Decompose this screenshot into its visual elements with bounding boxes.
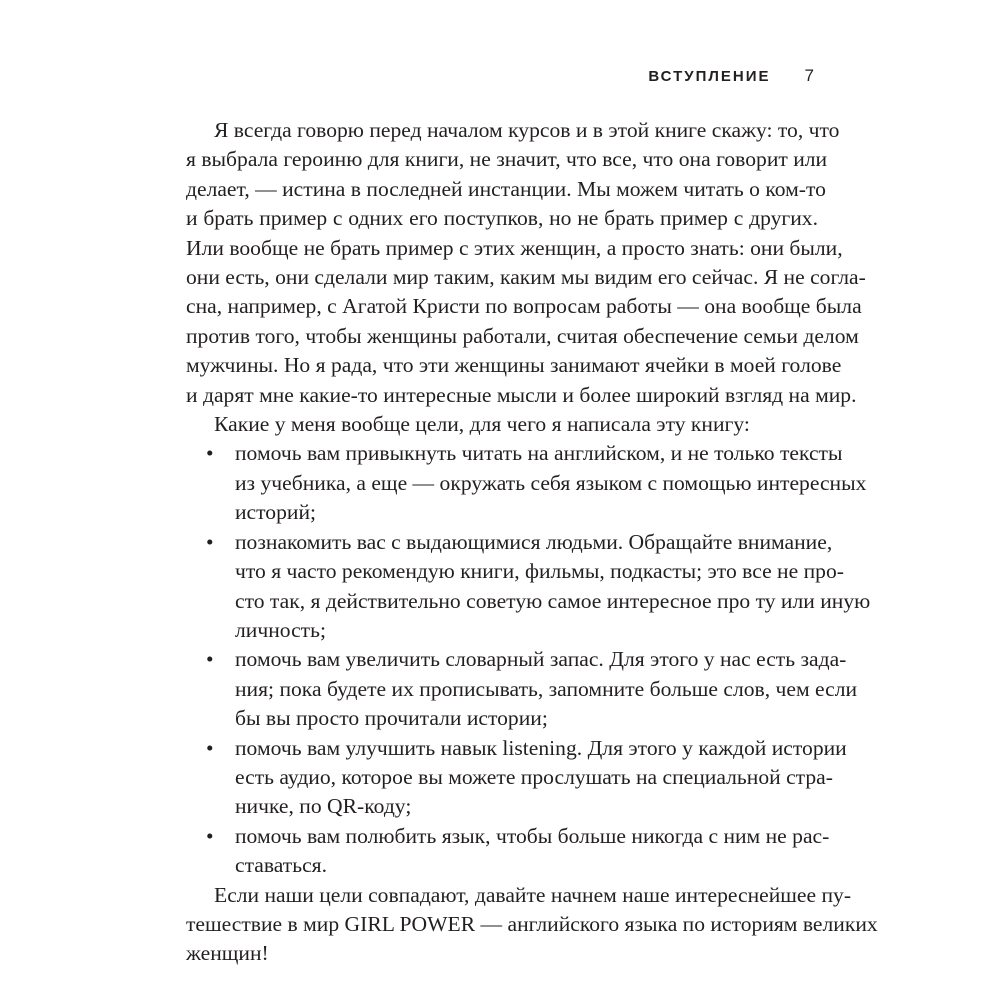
text-line: бы вы просто прочитали истории; xyxy=(235,706,548,731)
text-line: делает, — истина в последней инстанции. Мы можем читать о ком-то xyxy=(186,176,826,201)
text-line: я выбрала героиню для книги, не значит, что все, что она говорит или xyxy=(186,147,828,172)
paragraph-intro xyxy=(186,116,866,410)
paragraph-goals-intro xyxy=(186,410,818,439)
text-line: против того, чтобы женщины работали, считая обеспечение семьи делом xyxy=(186,323,859,348)
text-line: ния; пока будете их прописывать, запомните больше слов, чем если xyxy=(235,676,858,701)
text-line: ставаться. xyxy=(235,853,328,878)
bullet-item-love-language xyxy=(186,822,830,881)
text-line: есть аудио, которое вы можете прослушать на специальной стра- xyxy=(235,764,833,789)
text-line: они есть, они сделали мир таким, каким мы видим его сейчас. Я не согла- xyxy=(186,265,866,290)
text-line: и дарят мне какие-то интересные мысли и более широкий взгляд на мир. xyxy=(186,382,857,407)
bullet-marker: • xyxy=(206,647,214,672)
text-line: и брать пример с одних его поступков, но не брать пример с других. xyxy=(186,206,818,231)
text-line: сто так, я действительно советую самое интересное про ту или иную xyxy=(235,588,871,613)
text-line: женщин! xyxy=(186,941,269,966)
bullet-item-people xyxy=(186,528,871,646)
text-line: Я всегда говорю перед началом курсов и в этой книге скажу: то, что xyxy=(214,118,840,142)
text-line: ничке, по QR-коду; xyxy=(235,794,412,819)
text-line: помочь вам увеличить словарный запас. Для этого у нас есть зада- xyxy=(235,647,847,672)
text-line: Если наши цели совпадают, давайте начнем наше интереснейшее пу- xyxy=(214,882,852,907)
bullet-item-vocabulary xyxy=(186,645,858,733)
text-line: помочь вам привыкнуть читать на английском, и не только тексты xyxy=(235,441,843,466)
bullet-marker: • xyxy=(206,441,214,466)
bullet-item-reading xyxy=(186,439,867,527)
text-line: сна, например, с Агатой Кристи по вопросам работы — она вообще была xyxy=(186,294,862,319)
text-line: мужчины. Но я рада, что эти женщины занимают ячейки в моей голове xyxy=(186,353,842,378)
section-title: ВСТУПЛЕНИЕ xyxy=(648,68,771,85)
text-line: помочь вам полюбить язык, чтобы больше никогда с ним не рас- xyxy=(235,823,830,848)
text-line: Какие у меня вообще цели, для чего я написала эту книгу: xyxy=(214,412,750,437)
body-text xyxy=(186,116,878,969)
bullet-marker: • xyxy=(206,529,214,554)
bullet-item-listening xyxy=(186,734,847,822)
running-header xyxy=(648,66,814,86)
text-line: Или вообще не брать пример с этих женщин, а просто знать: они были, xyxy=(186,235,843,260)
text-line: личность; xyxy=(235,617,326,642)
text-line: из учебника, а еще — окружать себя языком с помощью интересных xyxy=(235,470,867,495)
text-line: помочь вам улучшить навык listening. Для этого у каждой истории xyxy=(235,735,847,760)
text-line: познакомить вас с выдающимися людьми. Обращайте внимание, xyxy=(235,529,833,554)
text-line: тешествие в мир GIRL POWER — английского языка по историям великих xyxy=(186,911,878,936)
bullet-marker: • xyxy=(206,823,214,848)
text-line: историй; xyxy=(235,500,316,525)
paragraph-closing xyxy=(186,881,878,969)
bullet-marker: • xyxy=(206,735,214,760)
page-number: 7 xyxy=(804,66,814,85)
text-line: что я часто рекомендую книги, фильмы, подкасты; это все не про- xyxy=(235,559,844,584)
